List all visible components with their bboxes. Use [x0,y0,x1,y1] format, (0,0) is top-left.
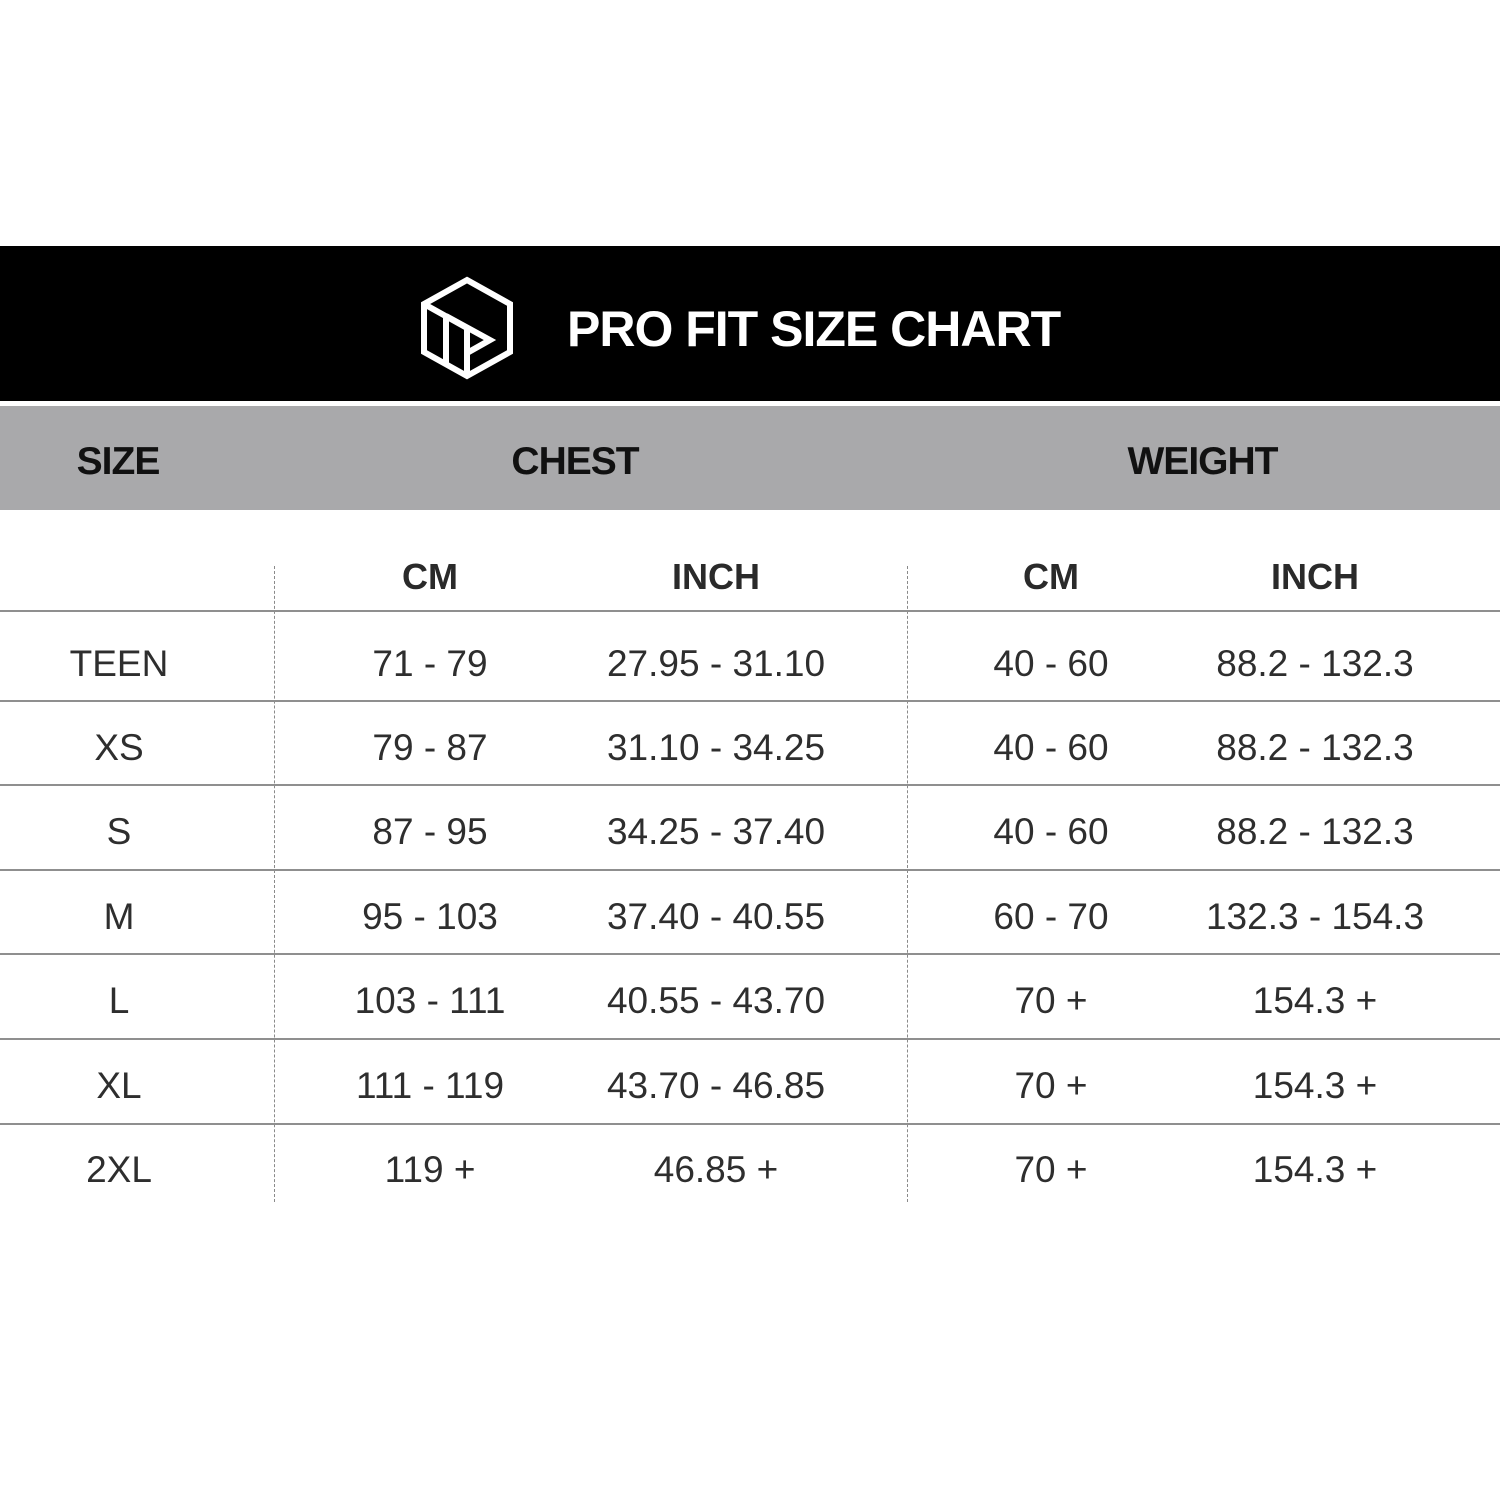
weight-cm-cell: 70 + [1014,980,1088,1021]
row-divider [0,1123,1500,1125]
weight-inch-cell: 88.2 - 132.3 [1216,811,1414,852]
weight-inch-cell: 88.2 - 132.3 [1216,727,1414,768]
hexagon-play-logo-icon [420,276,514,380]
size-cell: L [108,980,130,1021]
table-row [0,875,1500,959]
weight-cm-cell: 40 - 60 [993,811,1109,852]
weight-inch-cell: 154.3 + [1252,980,1378,1021]
table-row [0,1044,1500,1128]
table-row [0,959,1500,1043]
size-cell: S [106,811,132,852]
chest-inch-cell: 46.85 + [653,1149,779,1190]
table-row [0,622,1500,706]
chest-group-header: CHEST [511,440,639,483]
size-cell: M [103,896,135,937]
row-divider [0,953,1500,955]
row-divider [0,700,1500,702]
size-group-header: SIZE [76,440,160,483]
chart-title: PRO FIT SIZE CHART [567,301,1061,357]
weight-inch-header: INCH [1271,556,1359,597]
size-cell: XL [96,1065,142,1106]
chest-cm-cell: 103 - 111 [354,980,506,1021]
weight-cm-cell: 40 - 60 [993,643,1109,684]
chest-cm-cell: 79 - 87 [372,727,488,768]
chest-cm-cell: 95 - 103 [362,896,498,937]
row-divider [0,869,1500,871]
weight-cm-cell: 70 + [1014,1065,1088,1106]
chest-inch-cell: 43.70 - 46.85 [606,1065,826,1106]
chest-cm-cell: 119 + [384,1149,476,1190]
size-cell: XS [94,727,144,768]
weight-cm-cell: 70 + [1014,1149,1088,1190]
weight-inch-cell: 154.3 + [1252,1149,1378,1190]
weight-inch-cell: 132.3 - 154.3 [1205,896,1425,937]
chest-cm-cell: 87 - 95 [372,811,488,852]
weight-group-header: WEIGHT [1127,440,1278,483]
chest-inch-cell: 37.40 - 40.55 [606,896,826,937]
group-header-bar [0,406,1500,510]
chest-inch-cell: 27.95 - 31.10 [606,643,826,684]
size-cell: 2XL [86,1149,152,1190]
chest-inch-cell: 40.55 - 43.70 [606,980,826,1021]
chest-inch-cell: 34.25 - 37.40 [606,811,826,852]
chest-cm-cell: 111 - 119 [355,1065,505,1106]
size-table [0,530,1500,1210]
weight-cm-cell: 40 - 60 [993,727,1109,768]
chest-cm-header: CM [402,556,458,597]
chest-cm-cell: 71 - 79 [372,643,488,684]
weight-inch-cell: 154.3 + [1252,1065,1378,1106]
weight-cm-header: CM [1023,556,1079,597]
table-row [0,790,1500,874]
chest-inch-header: INCH [672,556,760,597]
table-row [0,1128,1500,1212]
size-cell: TEEN [69,643,169,684]
title-banner [0,246,1500,401]
table-row [0,706,1500,790]
weight-inch-cell: 88.2 - 132.3 [1216,643,1414,684]
chest-inch-cell: 31.10 - 34.25 [606,727,826,768]
row-divider [0,1038,1500,1040]
row-divider [0,610,1500,612]
row-divider [0,784,1500,786]
weight-cm-cell: 60 - 70 [993,896,1109,937]
